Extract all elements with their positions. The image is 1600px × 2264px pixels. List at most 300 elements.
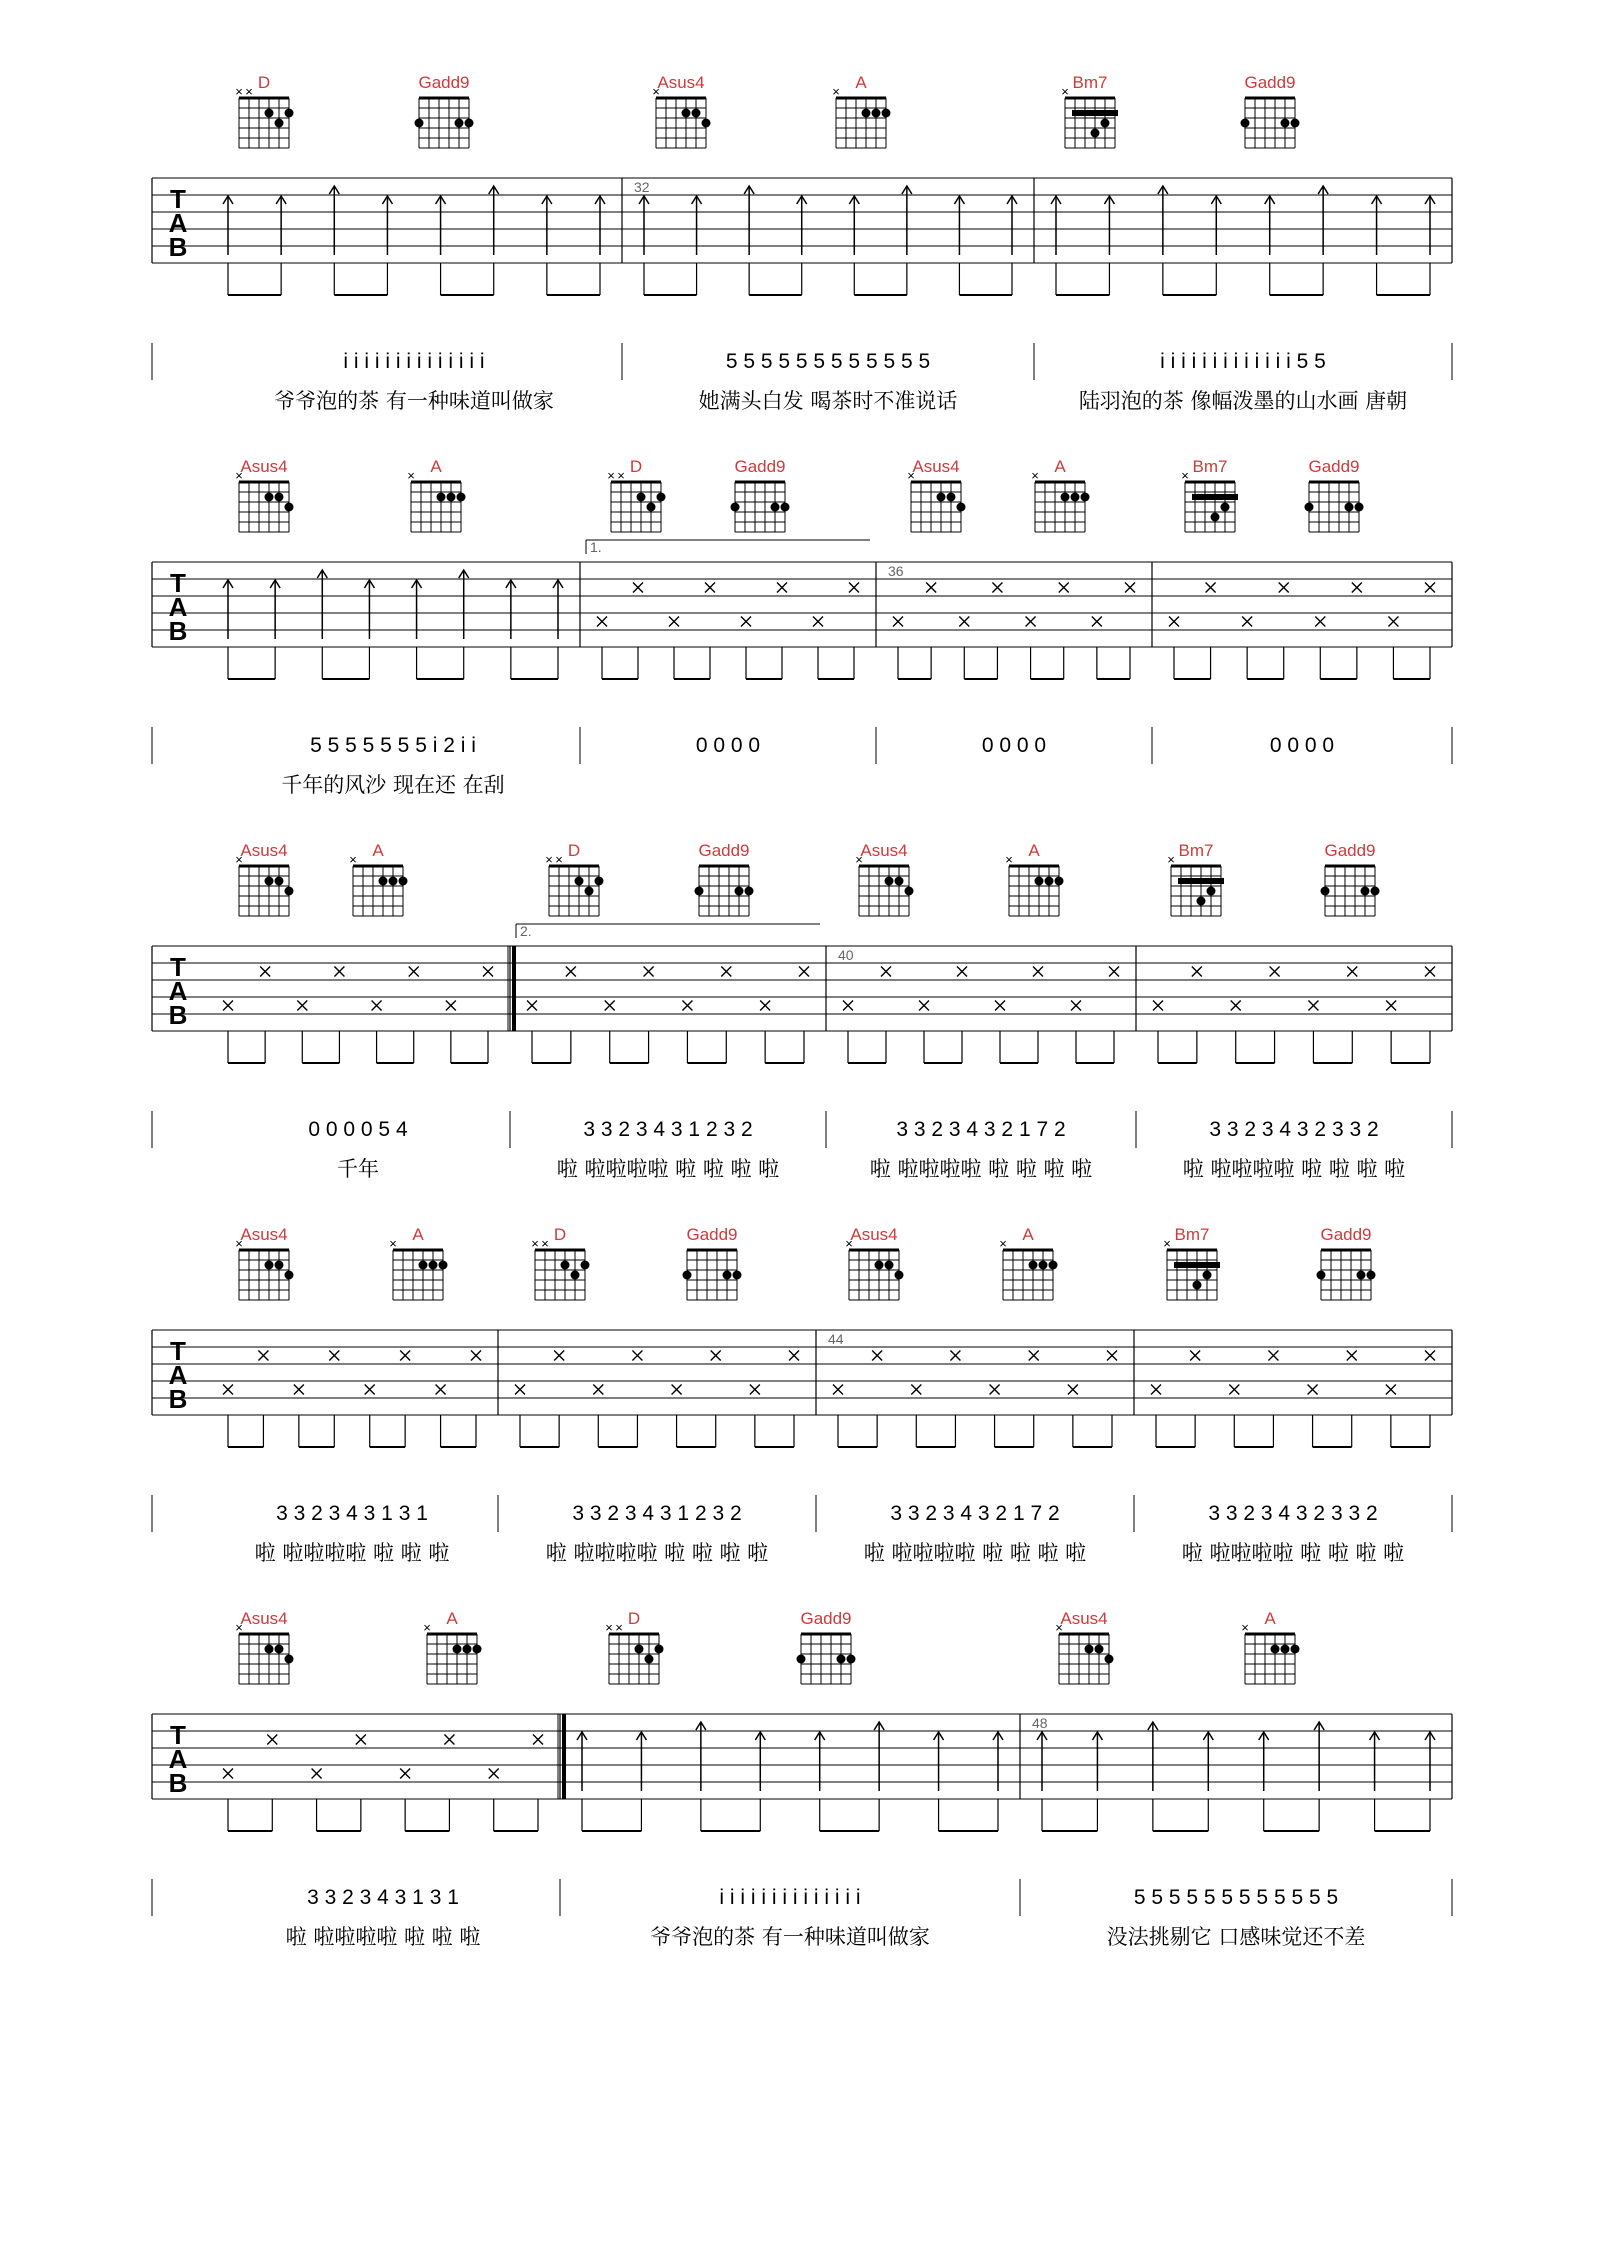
tab-clef-letter: T <box>170 184 186 214</box>
chord-name: Asus4 <box>912 457 960 476</box>
muted-hit-mark <box>372 1001 382 1011</box>
finger-dot <box>379 877 388 886</box>
muted-string-mark: × <box>1061 84 1069 99</box>
finger-dot <box>1355 503 1364 512</box>
muted-hit-mark <box>444 1735 454 1745</box>
finger-dot <box>1371 887 1380 896</box>
finger-dot <box>645 1655 654 1664</box>
measure-number: 44 <box>828 1331 844 1347</box>
measure-number: 40 <box>838 947 854 963</box>
numbered-notation: 0 0 0 0 <box>1269 734 1335 757</box>
muted-hit-mark <box>356 1735 366 1745</box>
tab-clef-letter: B <box>168 1384 188 1414</box>
muted-hit-mark <box>1071 1001 1081 1011</box>
lyrics-line: 爷爷泡的茶 有一种味道叫做家 <box>274 389 554 413</box>
muted-hit-mark <box>297 1001 307 1011</box>
chord-diagram-bm7 <box>1163 1225 1220 1300</box>
chord-name: A <box>372 841 384 860</box>
muted-hit-mark <box>1029 1351 1039 1361</box>
chord-diagram-gadd9 <box>695 841 754 916</box>
finger-dot <box>771 503 780 512</box>
tab-clef-letter: A <box>168 592 188 622</box>
finger-dot <box>1029 1261 1038 1270</box>
measure-number: 36 <box>888 563 904 579</box>
muted-string-mark: × <box>541 1236 549 1251</box>
muted-hit-mark <box>957 967 967 977</box>
finger-dot <box>581 1261 590 1270</box>
muted-hit-mark <box>669 617 679 627</box>
finger-dot <box>657 493 666 502</box>
muted-string-mark: × <box>855 852 863 867</box>
finger-dot <box>1211 513 1220 522</box>
finger-dot <box>635 1645 644 1654</box>
finger-dot <box>1049 1261 1058 1270</box>
finger-dot <box>285 109 294 118</box>
muted-hit-mark <box>1068 1385 1078 1395</box>
measure <box>634 179 1017 413</box>
chord-diagram-asus4 <box>235 1609 293 1684</box>
finger-dot <box>905 887 914 896</box>
finger-dot <box>1281 119 1290 128</box>
muted-hit-mark <box>409 967 419 977</box>
muted-hit-mark <box>223 1001 233 1011</box>
muted-hit-mark <box>872 1351 882 1361</box>
muted-hit-mark <box>294 1385 304 1395</box>
chord-diagram-d <box>531 1225 589 1300</box>
numbered-notation: 5 5 5 5 5 5 5 5 5 5 5 5 <box>725 350 931 373</box>
lyrics-line: 啦 啦啦啦啦 啦 啦 啦 啦 <box>556 1157 780 1181</box>
finger-dot <box>1197 897 1206 906</box>
finger-dot <box>561 1261 570 1270</box>
finger-dot <box>1105 1655 1114 1664</box>
finger-dot <box>285 1271 294 1280</box>
chord-name: Bm7 <box>1192 457 1228 476</box>
lyrics-line: 啦 啦啦啦啦 啦 啦 啦 啦 <box>869 1157 1093 1181</box>
muted-string-mark: × <box>1181 468 1189 483</box>
chord-name: Gadd9 <box>1320 1225 1372 1244</box>
muted-hit-mark <box>605 1001 615 1011</box>
finger-dot <box>797 1655 806 1664</box>
chord-diagram-gadd9 <box>1317 1225 1376 1300</box>
muted-hit-mark <box>926 583 936 593</box>
chord-name: A <box>446 1609 458 1628</box>
muted-hit-mark <box>1242 617 1252 627</box>
muted-string-mark: × <box>235 1620 243 1635</box>
muted-hit-mark <box>672 1385 682 1395</box>
finger-dot <box>265 877 274 886</box>
finger-dot <box>457 493 466 502</box>
muted-hit-mark <box>799 967 809 977</box>
muted-hit-mark <box>682 1001 692 1011</box>
chord-diagram-a <box>1005 841 1063 916</box>
chord-name: D <box>553 1225 567 1244</box>
finger-dot <box>275 877 284 886</box>
muted-string-mark: × <box>349 852 357 867</box>
chord-diagram-asus4 <box>855 841 913 916</box>
chord-diagram-gadd9 <box>683 1225 742 1300</box>
muted-hit-mark <box>554 1351 564 1361</box>
finger-dot <box>1081 493 1090 502</box>
measure <box>1032 1715 1435 1949</box>
muted-hit-mark <box>1425 583 1435 593</box>
finger-dot <box>781 503 790 512</box>
finger-dot <box>265 1261 274 1270</box>
finger-dot <box>455 119 464 128</box>
muted-hit-mark <box>593 1385 603 1395</box>
numbered-notation: i i i i i i i i i i i i i 5 5 <box>1160 350 1326 373</box>
muted-hit-mark <box>400 1351 410 1361</box>
chord-name: Asus4 <box>860 841 908 860</box>
finger-dot <box>275 1261 284 1270</box>
finger-dot <box>1317 1271 1326 1280</box>
chord-name: Gadd9 <box>1308 457 1360 476</box>
finger-dot <box>275 119 284 128</box>
muted-hit-mark <box>750 1385 760 1395</box>
chord-diagram-bm7 <box>1061 73 1118 148</box>
muted-hit-mark <box>365 1385 375 1395</box>
finger-dot <box>692 109 701 118</box>
numbered-notation: 3 3 2 3 4 3 1 3 1 <box>307 1886 459 1909</box>
muted-hit-mark <box>1033 967 1043 977</box>
barre-mark <box>1072 110 1118 116</box>
finger-dot <box>1061 493 1070 502</box>
chord-diagram-a <box>389 1225 447 1300</box>
numbered-notation: 3 3 2 3 4 3 1 2 3 2 <box>572 1502 742 1525</box>
muted-hit-mark <box>1388 617 1398 627</box>
muted-hit-mark <box>1352 583 1362 593</box>
muted-hit-mark <box>741 617 751 627</box>
finger-dot <box>837 1655 846 1664</box>
finger-dot <box>265 493 274 502</box>
chord-diagram-a <box>1241 1609 1299 1684</box>
finger-dot <box>275 1645 284 1654</box>
muted-hit-mark <box>760 1001 770 1011</box>
finger-dot <box>465 119 474 128</box>
tab-clef-letter: B <box>168 616 188 646</box>
muted-hit-mark <box>489 1769 499 1779</box>
chord-name: A <box>412 1225 424 1244</box>
measure <box>515 1351 799 1566</box>
finger-dot <box>1345 503 1354 512</box>
muted-string-mark: × <box>1055 1620 1063 1635</box>
finger-dot <box>285 887 294 896</box>
muted-hit-mark <box>705 583 715 593</box>
muted-hit-mark <box>329 1351 339 1361</box>
muted-hit-mark <box>959 617 969 627</box>
chord-diagram-gadd9 <box>797 1609 856 1684</box>
finger-dot <box>957 503 966 512</box>
finger-dot <box>473 1645 482 1654</box>
tab-clef-letter: A <box>168 208 188 238</box>
finger-dot <box>702 119 711 128</box>
chord-diagram-bm7 <box>1181 457 1238 532</box>
muted-hit-mark <box>992 583 1002 593</box>
barre-mark <box>1174 1262 1220 1268</box>
chord-diagram-d <box>235 73 293 148</box>
chord-name: D <box>629 457 643 476</box>
chord-name: Bm7 <box>1178 841 1214 860</box>
muted-string-mark: × <box>617 468 625 483</box>
measure <box>828 1331 1117 1565</box>
muted-hit-mark <box>1206 583 1216 593</box>
finger-dot <box>1055 877 1064 886</box>
finger-dot <box>895 1271 904 1280</box>
muted-hit-mark <box>223 1769 233 1779</box>
finger-dot <box>1039 1261 1048 1270</box>
measure <box>223 570 563 797</box>
chord-diagram-gadd9 <box>1321 841 1380 916</box>
chord-name: Gadd9 <box>800 1609 852 1628</box>
finger-dot <box>265 1645 274 1654</box>
finger-dot <box>453 1645 462 1654</box>
muted-hit-mark <box>527 1001 537 1011</box>
muted-string-mark: × <box>531 1236 539 1251</box>
chord-diagram-a <box>407 457 465 532</box>
chord-name: A <box>1028 841 1040 860</box>
lyrics-line: 陆羽泡的茶 像幅泼墨的山水画 唐朝 <box>1078 389 1408 413</box>
chord-name: A <box>430 457 442 476</box>
muted-hit-mark <box>632 1351 642 1361</box>
chord-name: A <box>1264 1609 1276 1628</box>
muted-string-mark: × <box>832 84 840 99</box>
muted-string-mark: × <box>615 1620 623 1635</box>
finger-dot <box>1321 887 1330 896</box>
muted-string-mark: × <box>235 468 243 483</box>
measure <box>1169 583 1435 758</box>
finger-dot <box>1361 887 1370 896</box>
muted-hit-mark <box>597 617 607 627</box>
muted-hit-mark <box>1268 1351 1278 1361</box>
muted-hit-mark <box>990 1385 1000 1395</box>
muted-string-mark: × <box>245 84 253 99</box>
muted-hit-mark <box>633 583 643 593</box>
chord-diagram-asus4 <box>235 1225 293 1300</box>
measure <box>888 563 1135 757</box>
finger-dot <box>1045 877 1054 886</box>
numbered-notation: 3 3 2 3 4 3 1 3 1 <box>276 1502 428 1525</box>
chord-diagram-a <box>423 1609 481 1684</box>
finger-dot <box>399 877 408 886</box>
finger-dot <box>1305 503 1314 512</box>
muted-hit-mark <box>1190 1351 1200 1361</box>
muted-string-mark: × <box>389 1236 397 1251</box>
muted-hit-mark <box>1151 1385 1161 1395</box>
finger-dot <box>1035 877 1044 886</box>
muted-string-mark: × <box>907 468 915 483</box>
finger-dot <box>1271 1645 1280 1654</box>
finger-dot <box>1281 1645 1290 1654</box>
measure <box>223 1735 543 1950</box>
muted-hit-mark <box>436 1385 446 1395</box>
chord-diagram-asus4 <box>1055 1609 1113 1684</box>
muted-string-mark: × <box>235 84 243 99</box>
finger-dot <box>862 109 871 118</box>
muted-hit-mark <box>1026 617 1036 627</box>
tab-clef-letter: B <box>168 1768 188 1798</box>
muted-hit-mark <box>566 967 576 977</box>
chord-name: Asus4 <box>850 1225 898 1244</box>
muted-string-mark: × <box>1241 1620 1249 1635</box>
muted-string-mark: × <box>423 1620 431 1635</box>
chord-name: D <box>627 1609 641 1628</box>
finger-dot <box>647 503 656 512</box>
muted-hit-mark <box>911 1385 921 1395</box>
finger-dot <box>285 503 294 512</box>
lyrics-line: 啦 啦啦啦啦 啦 啦 啦 <box>254 1541 450 1565</box>
chord-diagram-gadd9 <box>1241 73 1300 148</box>
muted-hit-mark <box>1308 1001 1318 1011</box>
finger-dot <box>1085 1645 1094 1654</box>
finger-dot <box>731 503 740 512</box>
muted-hit-mark <box>1107 1351 1117 1361</box>
chord-name: A <box>855 73 867 92</box>
measure-number: 48 <box>1032 1715 1048 1731</box>
chord-name: Asus4 <box>240 457 288 476</box>
measure <box>223 1351 481 1566</box>
muted-hit-mark <box>1279 583 1289 593</box>
chord-diagram-asus4 <box>907 457 965 532</box>
finger-dot <box>872 109 881 118</box>
finger-dot <box>285 1655 294 1664</box>
muted-hit-mark <box>849 583 859 593</box>
lyrics-line: 啦 啦啦啦啦 啦 啦 啦 啦 <box>863 1541 1087 1565</box>
muted-hit-mark <box>533 1735 543 1745</box>
finger-dot <box>885 1261 894 1270</box>
lyrics-line: 千年 <box>337 1157 379 1181</box>
lyrics-line: 啦 啦啦啦啦 啦 啦 啦 <box>285 1925 481 1949</box>
finger-dot <box>447 493 456 502</box>
chord-diagram-a <box>349 841 407 916</box>
muted-hit-mark <box>893 617 903 627</box>
muted-string-mark: × <box>235 1236 243 1251</box>
finger-dot <box>571 1271 580 1280</box>
muted-string-mark: × <box>235 852 243 867</box>
muted-hit-mark <box>1386 1385 1396 1395</box>
finger-dot <box>575 877 584 886</box>
chord-diagram-gadd9 <box>731 457 790 532</box>
tab-clef-letter: A <box>168 1744 188 1774</box>
finger-dot <box>389 877 398 886</box>
finger-dot <box>415 119 424 128</box>
muted-hit-mark <box>334 967 344 977</box>
barre-mark <box>1178 878 1224 884</box>
chord-name: Asus4 <box>240 1225 288 1244</box>
chord-name: Bm7 <box>1072 73 1108 92</box>
finger-dot <box>585 887 594 896</box>
volta-label: 1. <box>590 539 602 555</box>
muted-string-mark: × <box>845 1236 853 1251</box>
muted-hit-mark <box>1425 1351 1435 1361</box>
muted-hit-mark <box>843 1001 853 1011</box>
tab-clef-letter: T <box>170 952 186 982</box>
chord-diagram-gadd9 <box>1305 457 1364 532</box>
muted-string-mark: × <box>545 852 553 867</box>
chord-name: Asus4 <box>240 1609 288 1628</box>
lyrics-line: 啦 啦啦啦啦 啦 啦 啦 啦 <box>1182 1157 1406 1181</box>
numbered-notation: 3 3 2 3 4 3 2 1 7 2 <box>890 1502 1060 1525</box>
lyrics-line: 没法挑剔它 口感味觉还不差 <box>1106 1925 1366 1949</box>
muted-hit-mark <box>950 1351 960 1361</box>
tab-clef-letter: B <box>168 1000 188 1030</box>
muted-hit-mark <box>483 967 493 977</box>
muted-string-mark: × <box>1005 852 1013 867</box>
measure <box>586 539 870 757</box>
muted-string-mark: × <box>1167 852 1175 867</box>
finger-dot <box>937 493 946 502</box>
measure <box>577 1722 1003 1949</box>
numbered-notation: 0 0 0 0 <box>981 734 1047 757</box>
finger-dot <box>895 877 904 886</box>
muted-hit-mark <box>400 1769 410 1779</box>
barre-mark <box>1192 494 1238 500</box>
finger-dot <box>595 877 604 886</box>
lyrics-line: 千年的风沙 现在还 在刮 <box>281 773 505 797</box>
lyrics-line: 啦 啦啦啦啦 啦 啦 啦 啦 <box>1181 1541 1405 1565</box>
muted-hit-mark <box>312 1769 322 1779</box>
finger-dot <box>437 493 446 502</box>
finger-dot <box>1095 1645 1104 1654</box>
chord-name: Gadd9 <box>418 73 470 92</box>
measure <box>838 947 1119 1181</box>
chord-diagram-d <box>545 841 603 916</box>
chord-diagram-asus4 <box>235 841 293 916</box>
measure <box>1153 967 1435 1182</box>
muted-hit-mark <box>258 1351 268 1361</box>
muted-hit-mark <box>446 1001 456 1011</box>
muted-hit-mark <box>1425 967 1435 977</box>
measure <box>223 186 605 413</box>
muted-hit-mark <box>1386 1001 1396 1011</box>
muted-string-mark: × <box>605 1620 613 1635</box>
finger-dot <box>882 109 891 118</box>
muted-hit-mark <box>919 1001 929 1011</box>
chord-diagram-asus4 <box>652 73 710 148</box>
chord-diagram-bm7 <box>1167 841 1224 916</box>
finger-dot <box>683 1271 692 1280</box>
tab-clef-letter: A <box>168 1360 188 1390</box>
chord-diagram-a <box>832 73 890 148</box>
tab-clef-letter: A <box>168 976 188 1006</box>
muted-hit-mark <box>471 1351 481 1361</box>
chord-name: Bm7 <box>1174 1225 1210 1244</box>
chord-name: D <box>567 841 581 860</box>
muted-hit-mark <box>1153 1001 1163 1011</box>
muted-hit-mark <box>813 617 823 627</box>
chord-diagram-d <box>605 1609 663 1684</box>
measure <box>1151 1351 1435 1566</box>
numbered-notation: i i i i i i i i i i i i i i <box>719 1886 861 1909</box>
numbered-notation: 0 0 0 0 <box>695 734 761 757</box>
finger-dot <box>439 1261 448 1270</box>
chord-name: Gadd9 <box>686 1225 738 1244</box>
muted-hit-mark <box>1192 967 1202 977</box>
chord-name: Asus4 <box>1060 1609 1108 1628</box>
numbered-notation: 5 5 5 5 5 5 5 5 5 5 5 5 <box>1133 1886 1339 1909</box>
muted-hit-mark <box>1125 583 1135 593</box>
finger-dot <box>733 1271 742 1280</box>
muted-hit-mark <box>721 967 731 977</box>
muted-string-mark: × <box>652 84 660 99</box>
muted-string-mark: × <box>999 1236 1007 1251</box>
muted-hit-mark <box>267 1735 277 1745</box>
muted-string-mark: × <box>555 852 563 867</box>
chord-diagram-a <box>1031 457 1089 532</box>
chord-diagram-d <box>607 457 665 532</box>
muted-hit-mark <box>1169 617 1179 627</box>
measure <box>516 923 820 1181</box>
finger-dot <box>1291 119 1300 128</box>
finger-dot <box>275 493 284 502</box>
